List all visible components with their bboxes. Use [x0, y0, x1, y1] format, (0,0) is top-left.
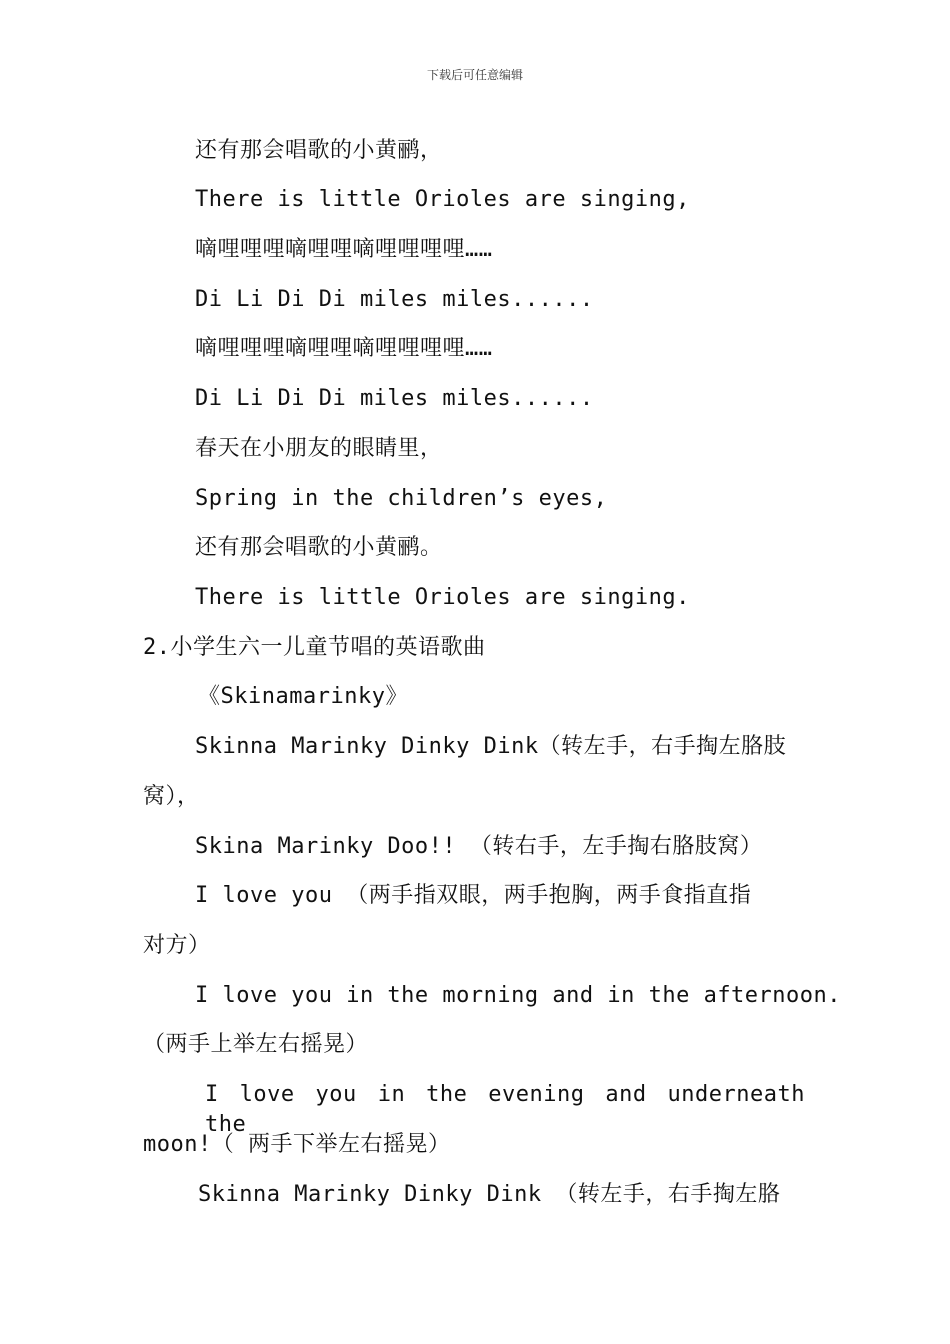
song-title: 《Skinamarinky》: [198, 684, 408, 709]
lyric-line-continued: 对方）: [143, 933, 211, 958]
lyric-line: There is little Orioles are singing,: [195, 187, 690, 212]
lyric-line-continued: （两手上举左右摇晃）: [143, 1032, 369, 1057]
lyric-line: Skinna Marinky Dinky Dink （转左手，右手掏左胳: [198, 1182, 781, 1207]
lyric-line: Di Li Di Di miles miles......: [195, 386, 594, 411]
lyric-line: Di Li Di Di miles miles......: [195, 287, 594, 312]
page-header-note: 下载后可任意编辑: [426, 68, 523, 82]
lyric-line: There is little Orioles are singing.: [195, 585, 690, 610]
lyric-line: Skinna Marinky Dinky Dink（转左手，右手掏左胳肢: [195, 734, 787, 759]
lyric-line: I love you （两手指双眼，两手抱胸，两手食指直指: [195, 883, 752, 908]
lyric-line-continued: 窝），: [143, 784, 200, 809]
lyric-line: 嘀哩哩哩嘀哩哩嘀哩哩哩哩……: [195, 237, 493, 262]
lyric-line: 春天在小朋友的眼睛里，: [195, 436, 443, 461]
lyric-line-continued: moon!（ 两手下举左右摇晃）: [143, 1132, 451, 1157]
lyric-line: I love you in the evening and underneath the: [205, 1082, 805, 1137]
lyric-line: 嘀哩哩哩嘀哩哩嘀哩哩哩哩……: [195, 336, 493, 361]
section-heading: 2.小学生六一儿童节唱的英语歌曲: [143, 635, 486, 660]
lyric-line: Skina Marinky Doo!! （转右手，左手掏右胳肢窝）: [195, 834, 763, 859]
lyric-line: I love you in the morning and in the afternoon.: [195, 983, 842, 1008]
lyric-line: Spring in the children’s eyes,: [195, 486, 608, 511]
lyric-line: 还有那会唱歌的小黄鹂，: [195, 138, 443, 163]
lyric-line: 还有那会唱歌的小黄鹂。: [195, 535, 443, 560]
